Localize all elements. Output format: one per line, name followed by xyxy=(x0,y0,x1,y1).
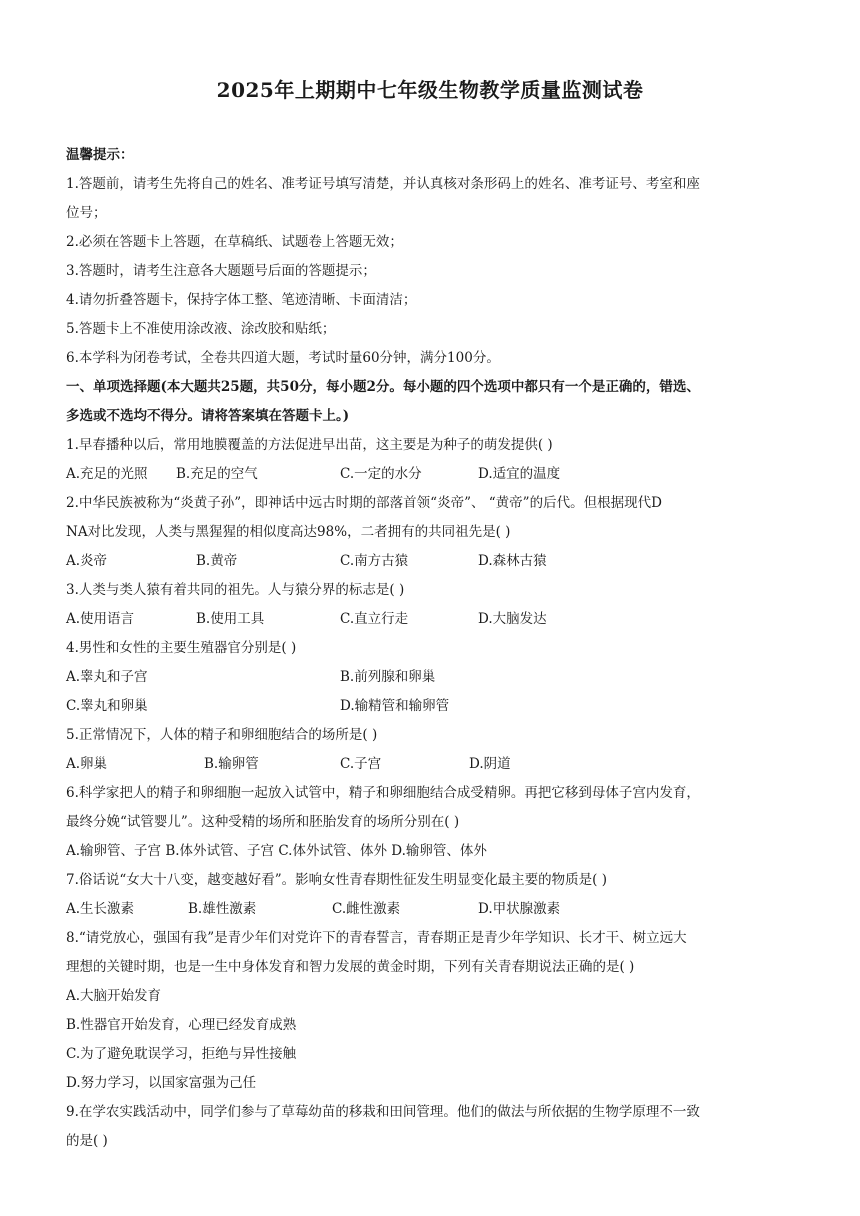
option-c: C.睾丸和卵巢 xyxy=(66,698,148,714)
question-3-stem: 3.人类与类人猿有着共同的祖先。人与猿分界的标志是( ) xyxy=(66,582,405,598)
question-3-options xyxy=(66,605,794,634)
option-a: A.大脑开始发育 xyxy=(66,988,162,1004)
option-c: C.雌性激素 xyxy=(332,901,401,917)
question-1-stem: 1.早春播种以后，常用地膜覆盖的方法促进早出苗，这主要是为种子的萌发提供( ) xyxy=(66,437,553,453)
section-heading: 一、单项选择题(本大题共25题，共50分，每小题2分。每小题的四个选项中都只有一个是正确的，错选、 xyxy=(66,379,700,395)
option-d: D.大脑发达 xyxy=(478,611,547,627)
option-a: A.卵巢 xyxy=(66,756,108,772)
question-4-stem: 4.男性和女性的主要生殖器官分别是( ) xyxy=(66,640,297,656)
tip-line: 2.必须在答题卡上答题，在草稿纸、试题卷上答题无效； xyxy=(66,234,403,250)
option-a: A.炎帝 xyxy=(66,553,108,569)
tip-line: 6.本学科为闭卷考试，全卷共四道大题，考试时量60分钟，满分100分。 xyxy=(66,350,500,366)
option-b: B.使用工具 xyxy=(196,611,265,627)
option-c: C.南方古猿 xyxy=(340,553,409,569)
exam-title: 2025年上期期中七年级生物教学质量监测试卷 xyxy=(216,78,644,102)
question-6-stem: 6.科学家把人的精子和卵细胞一起放入试管中，精子和卵细胞结合成受精卵。再把它移到母体子宫内发育， xyxy=(66,785,700,801)
question-9-stem: 的是( ) xyxy=(66,1133,108,1149)
question-7-options xyxy=(66,895,794,924)
question-9-stem: 9.在学农实践活动中，同学们参与了草莓幼苗的移栽和田间管理。他们的做法与所依据的生物学原理不一致 xyxy=(66,1104,700,1120)
option-d: D.甲状腺激素 xyxy=(478,901,561,917)
option-b: B.充足的空气 xyxy=(176,466,258,482)
option-d: D.适宜的温度 xyxy=(478,466,561,482)
option-b: B.前列腺和卵巢 xyxy=(340,669,436,685)
question-2-stem: 2.中华民族被称为“炎黄子孙”，即神话中远古时期的部落首领“炎帝”、 “黄帝”的后代。但根据现代D xyxy=(66,495,662,511)
question-6-stem: 最终分娩“试管婴儿”。这种受精的场所和胚胎发育的场所分别在( ) xyxy=(66,814,460,830)
option-a: A.使用语言 xyxy=(66,611,135,627)
tip-line: 3.答题时，请考生注意各大题题号后面的答题提示； xyxy=(66,263,376,279)
tip-line: 4.请勿折叠答题卡，保持字体工整、笔迹清晰、卡面清洁； xyxy=(66,292,417,308)
question-1-options xyxy=(66,460,794,489)
option-d: D.阴道 xyxy=(469,756,511,772)
question-4-options xyxy=(66,692,794,721)
question-8-stem: 理想的关键时期，也是一生中身体发育和智力发展的黄金时期，下列有关青春期说法正确的是( ) xyxy=(66,959,635,975)
question-8-stem: 8.“请党放心，强国有我”是青少年们对党许下的青春誓言，青春期正是青少年学知识、长才干、树立远大 xyxy=(66,930,687,946)
option-c: C.直立行走 xyxy=(340,611,409,627)
tips-heading: 温馨提示： xyxy=(66,147,134,163)
option-b: B.雄性激素 xyxy=(188,901,257,917)
option-a: A.睾丸和子宫 xyxy=(66,669,148,685)
question-4-options xyxy=(66,663,794,692)
section-heading: 多选或不选均不得分。请将答案填在答题卡上。) xyxy=(66,408,350,424)
question-7-stem: 7.俗话说“女大十八变，越变越好看”。影响女性青春期性征发生明显变化最主要的物质是( ) xyxy=(66,872,608,888)
option-a: A.生长激素 xyxy=(66,901,135,917)
option-d: D.森林古猿 xyxy=(478,553,547,569)
option-c: C.子宫 xyxy=(340,756,382,772)
option-d: D.输精管和输卵管 xyxy=(340,698,450,714)
option-b: B.输卵管 xyxy=(204,756,259,772)
option-d: D.努力学习，以国家富强为己任 xyxy=(66,1075,257,1091)
exam-body xyxy=(66,141,794,1156)
tip-line: 5.答题卡上不准使用涂改液、涂改胶和贴纸； xyxy=(66,321,336,337)
option-b: B.黄帝 xyxy=(196,553,238,569)
question-2-stem: NA对比发现，人类与黑猩猩的相似度高达98%，二者拥有的共同祖先是( ) xyxy=(66,524,511,540)
option-c: C.一定的水分 xyxy=(340,466,422,482)
tip-line: 位号； xyxy=(66,205,107,221)
question-5-options xyxy=(66,750,794,779)
tip-line: 1.答题前，请考生先将自己的姓名、准考证号填写清楚，并认真核对条形码上的姓名、准考证号、考室和座 xyxy=(66,176,700,192)
option-c: C.为了避免耽误学习，拒绝与异性接触 xyxy=(66,1046,297,1062)
question-2-options xyxy=(66,547,794,576)
question-6-options: A.输卵管、子宫 B.体外试管、子宫 C.体外试管、体外 D.输卵管、体外 xyxy=(66,843,487,859)
option-b: B.性器官开始发育，心理已经发育成熟 xyxy=(66,1017,297,1033)
option-a: A.充足的光照 xyxy=(66,466,148,482)
question-5-stem: 5.正常情况下，人体的精子和卵细胞结合的场所是( ) xyxy=(66,727,378,743)
